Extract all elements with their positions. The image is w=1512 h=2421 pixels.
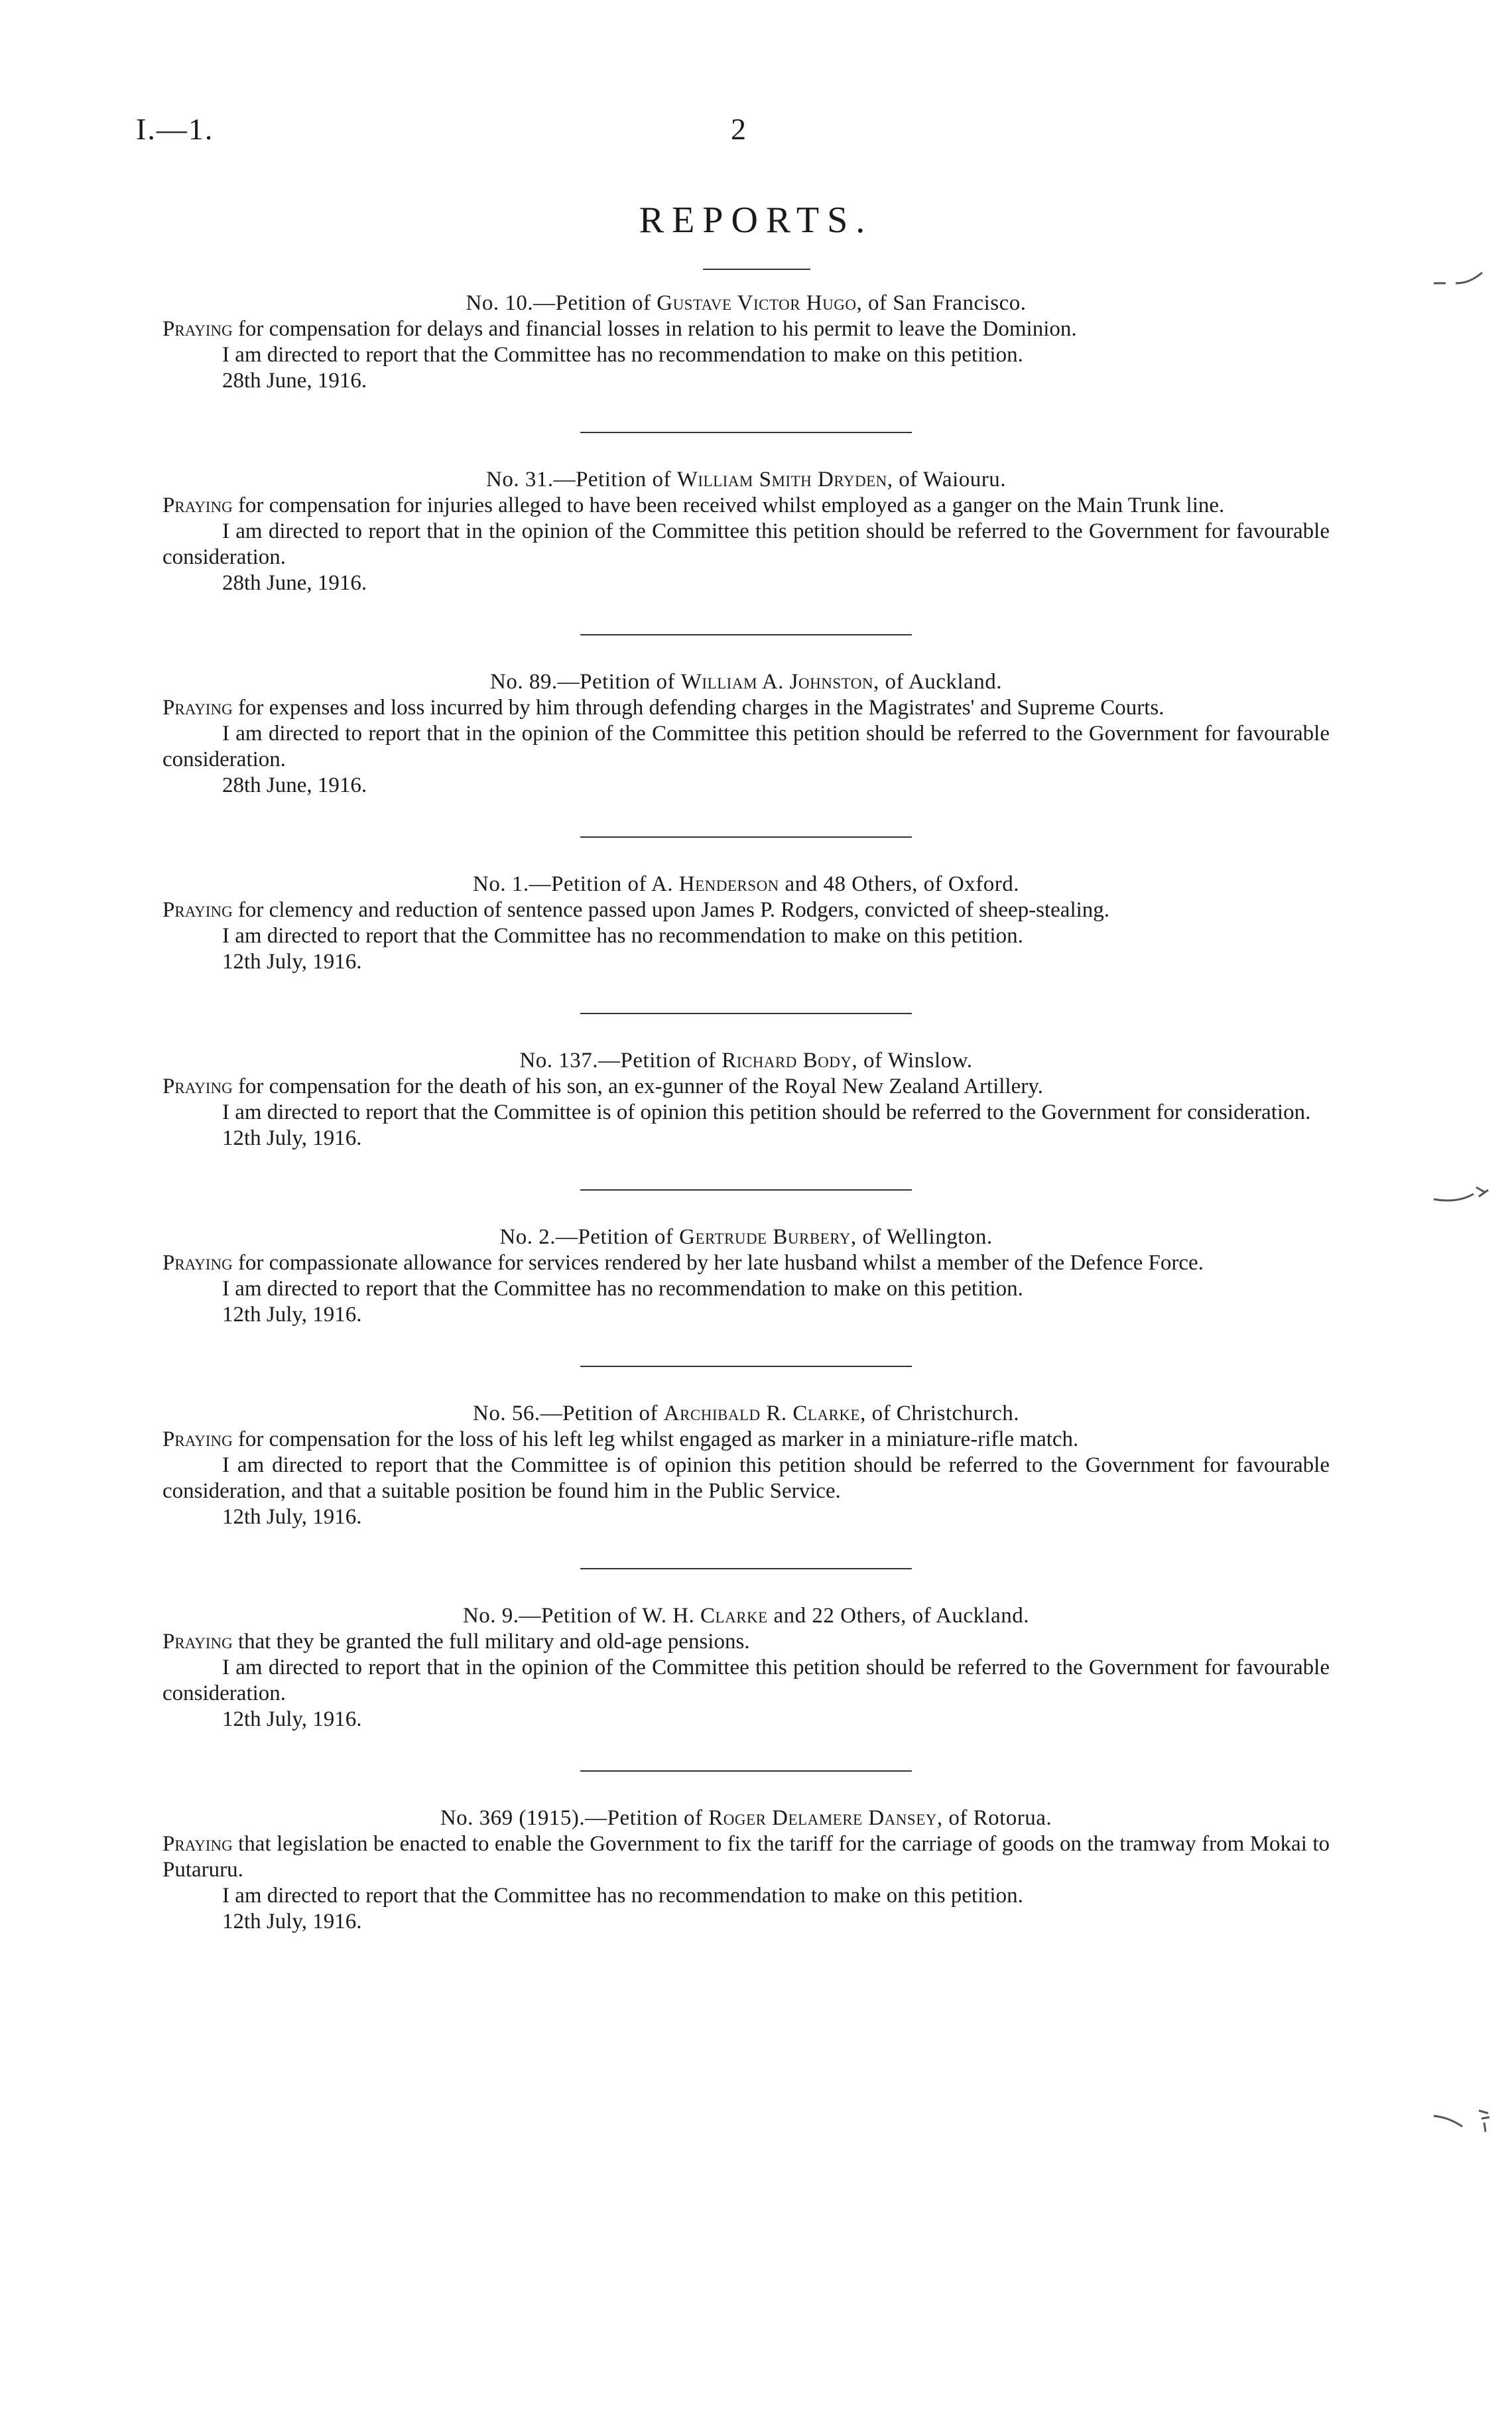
report-date: 12th July, 1916.: [222, 1505, 362, 1529]
praying-text: for compensation for the death of his son, an ex-gunner of the Royal New Zealand Artillery.: [232, 1075, 1043, 1098]
petitioner-name: Henderson: [678, 872, 779, 896]
section-divider: [162, 1530, 1330, 1603]
report-date: 12th July, 1916.: [222, 1910, 362, 1933]
petitioner-name: Clarke: [700, 1604, 768, 1628]
petition-number: No. 2.—Petition of: [499, 1225, 680, 1249]
section-divider: [162, 1328, 1330, 1401]
praying-text: for clemency and reduction of sentence passed upon James P. Rodgers, convicted of sheep-stealing.: [232, 898, 1110, 922]
petitioner-name: Richard Body: [722, 1049, 852, 1073]
scan-mark: [1432, 269, 1485, 289]
report-text: I am directed to report that the Committee has no recommendation to make on this petition.: [222, 343, 1023, 367]
petition-heading: [162, 467, 1330, 493]
praying-label: Praying: [162, 317, 233, 341]
petition-number: No. 31.—Petition of: [486, 468, 677, 491]
petition-entry: [162, 291, 1330, 394]
report-text: I am directed to report that in the opinion of the Committee this petition should be referred to the Government for favourable consideration.: [162, 722, 1330, 771]
petitioner-name: William Smith Dryden: [676, 468, 887, 491]
petitioner-place: , of Winslow.: [851, 1049, 973, 1073]
title-divider: [703, 269, 810, 270]
petitioner-place: and 22 Others, of Auckland.: [767, 1604, 1030, 1628]
paper-code: I.—1.: [136, 112, 214, 146]
praying-label: Praying: [162, 1630, 233, 1654]
praying-text: for compensation for the loss of his left leg whilst engaged as marker in a miniature-rifle match.: [232, 1427, 1079, 1451]
petition-entry: [162, 1224, 1330, 1328]
report-text: I am directed to report that the Committee has no recommendation to make on this petition.: [222, 1277, 1023, 1301]
section-divider: [162, 596, 1330, 669]
report-text: I am directed to report that the Committee has no recommendation to make on this petition.: [222, 1884, 1023, 1908]
page-title: REPORTS.: [639, 200, 873, 241]
praying-paragraph: [162, 1074, 1330, 1100]
petition-entry: [162, 872, 1330, 975]
scan-mark: [1432, 2103, 1492, 2136]
praying-text: for compensation for delays and financial losses in relation to his permit to leave the Dominion.: [232, 317, 1077, 341]
petitioner-place: , of San Francisco.: [856, 291, 1027, 315]
petition-heading: [162, 1224, 1330, 1250]
praying-text: for compensation for injuries alleged to have been received whilst employed as a ganger on the Main Trunk line.: [232, 493, 1225, 517]
page-number: 2: [731, 112, 746, 146]
praying-paragraph: [162, 316, 1330, 342]
petition-number: No. 137.—Petition of: [519, 1049, 722, 1073]
petitioner-place: , of Wellington.: [850, 1225, 993, 1249]
section-divider: [162, 799, 1330, 872]
report-text: I am directed to report that the Committee has no recommendation to make on this petition.: [222, 924, 1023, 948]
report-date: 12th July, 1916.: [222, 1126, 362, 1150]
praying-label: Praying: [162, 696, 233, 720]
report-date: 28th June, 1916.: [222, 369, 367, 393]
petitioner-place: , of Auckland.: [873, 670, 1002, 694]
petition-heading: [162, 1603, 1330, 1629]
report-date: 12th July, 1916.: [222, 1707, 362, 1731]
praying-label: Praying: [162, 1075, 233, 1098]
praying-label: Praying: [162, 1832, 233, 1856]
petition-heading: [162, 291, 1330, 316]
petition-entry: [162, 467, 1330, 596]
petitioner-place: , of Christchurch.: [860, 1402, 1020, 1425]
petitioner-name: Archibald R. Clarke: [663, 1402, 861, 1425]
praying-text: that they be granted the full military and old-age pensions.: [232, 1630, 750, 1654]
praying-label: Praying: [162, 493, 233, 517]
petition-entry: [162, 1048, 1330, 1151]
praying-paragraph: [162, 1629, 1330, 1655]
petition-entry: [162, 669, 1330, 799]
praying-paragraph: [162, 493, 1330, 519]
report-text: I am directed to report that the Committee is of opinion this petition should be referred to the Government for favourable consideration, and that a suitable position be found him in the Public Service.: [162, 1453, 1330, 1503]
petition-entry: [162, 1805, 1330, 1935]
petitioner-place: , of Rotorua.: [936, 1806, 1052, 1830]
petition-number: No. 1.—Petition of A.: [473, 872, 679, 896]
petition-entry: [162, 1401, 1330, 1530]
report-date: 28th June, 1916.: [222, 571, 367, 595]
petition-number: No. 89.—Petition of: [490, 670, 681, 694]
petitioner-name: Gustave Victor Hugo: [657, 291, 857, 315]
report-text: I am directed to report that in the opinion of the Committee this petition should be referred to the Government for favourable consideration.: [162, 1656, 1330, 1705]
section-divider: [162, 975, 1330, 1048]
scan-mark: [1432, 1181, 1492, 1207]
report-date: 12th July, 1916.: [222, 1303, 362, 1327]
report-text: I am directed to report that in the opinion of the Committee this petition should be referred to the Government for favourable consideration.: [162, 519, 1330, 569]
praying-text: for expenses and loss incurred by him through defending charges in the Magistrates' and Supreme Courts.: [232, 696, 1165, 720]
praying-text: for compassionate allowance for services rendered by her late husband whilst a member of the Defence Force.: [232, 1251, 1204, 1275]
praying-paragraph: [162, 897, 1330, 923]
praying-label: Praying: [162, 898, 233, 922]
petitioner-name: Gertrude Burbery: [679, 1225, 851, 1249]
petition-reports: [162, 291, 1330, 1935]
petition-entry: [162, 1603, 1330, 1733]
petitioner-name: Roger Delamere Dansey: [708, 1806, 937, 1830]
report-date: 28th June, 1916.: [222, 773, 367, 797]
petition-heading: [162, 872, 1330, 897]
praying-label: Praying: [162, 1251, 233, 1275]
report-date: 12th July, 1916.: [222, 950, 362, 974]
praying-paragraph: [162, 695, 1330, 721]
praying-paragraph: [162, 1831, 1330, 1883]
petition-number: No. 10.—Petition of: [466, 291, 657, 315]
petition-heading: [162, 1401, 1330, 1427]
praying-text: that legislation be enacted to enable the Government to fix the tariff for the carriage of goods on the tramway from Mokai to Putaruru.: [162, 1832, 1330, 1882]
report-text: I am directed to report that the Committee is of opinion this petition should be referred to the Government for consideration.: [222, 1100, 1311, 1124]
section-divider: [162, 1733, 1330, 1805]
petitioner-name: William A. Johnston: [680, 670, 873, 694]
petition-number: No. 56.—Petition of: [472, 1402, 664, 1425]
section-divider: [162, 1151, 1330, 1224]
petition-heading: [162, 1048, 1330, 1074]
section-divider: [162, 394, 1330, 467]
praying-paragraph: [162, 1427, 1330, 1453]
petitioner-place: , of Waiouru.: [887, 468, 1006, 491]
petition-heading: [162, 1805, 1330, 1831]
praying-label: Praying: [162, 1427, 233, 1451]
praying-paragraph: [162, 1250, 1330, 1276]
petition-heading: [162, 669, 1330, 695]
petitioner-place: and 48 Others, of Oxford.: [779, 872, 1019, 896]
petition-number: No. 9.—Petition of W. H.: [462, 1604, 701, 1628]
petition-number: No. 369 (1915).—Petition of: [440, 1806, 709, 1830]
